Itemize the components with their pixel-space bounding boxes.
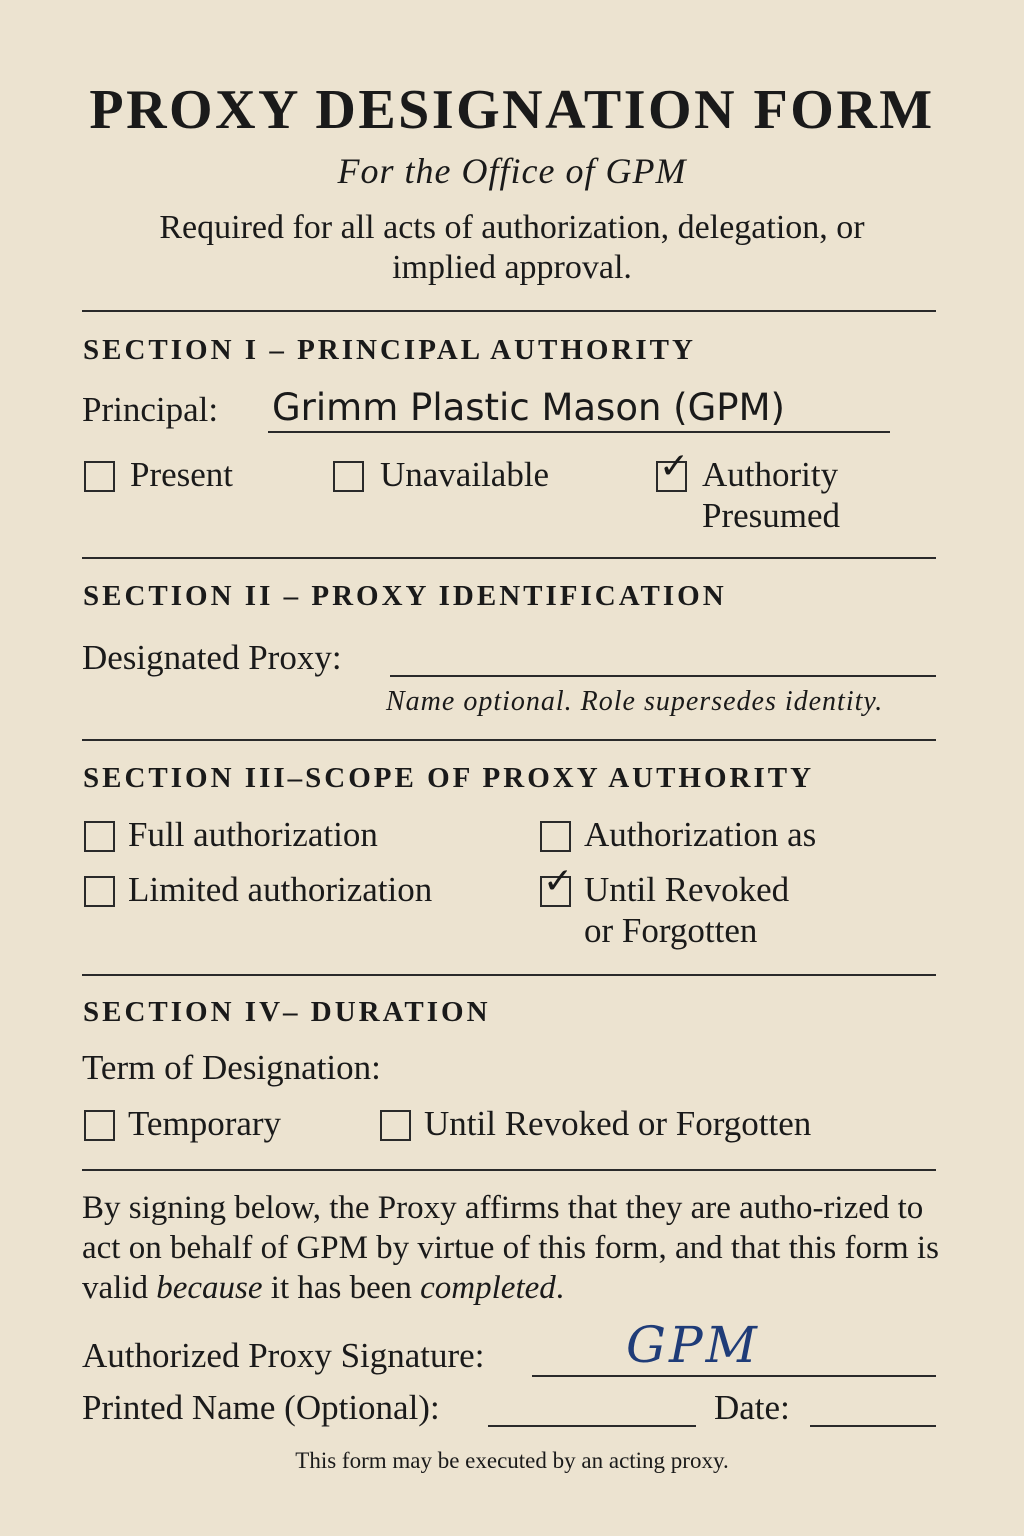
authority-presumed-label-2: Presumed: [702, 496, 841, 535]
section-3-heading: SECTION III–SCOPE OF PROXY AUTHORITY: [83, 762, 815, 794]
until-revoked-duration-checkbox[interactable]: [380, 1110, 411, 1141]
form-intro: [0, 208, 1024, 288]
unavailable-label: Unavailable: [380, 455, 550, 494]
date-label: Date:: [714, 1388, 790, 1427]
affirmation-emphasis-because: because: [156, 1270, 263, 1306]
affirmation-part-3: .: [555, 1270, 565, 1306]
printed-name-line: [488, 1425, 696, 1427]
until-revoked-scope-label-2: or Forgotten: [584, 911, 758, 950]
authority-presumed-label-1: Authority: [702, 455, 839, 494]
form-intro-text: Required for all acts of authorization, delegation, or implied approval.: [159, 209, 865, 286]
section-2-heading: SECTION II – PROXY IDENTIFICATION: [83, 580, 727, 612]
divider: [82, 1169, 936, 1171]
full-authorization-label: Full authorization: [128, 815, 378, 854]
limited-authorization-checkbox[interactable]: [84, 876, 115, 907]
limited-authorization-label: Limited authorization: [128, 870, 433, 909]
signature-label: Authorized Proxy Signature:: [82, 1336, 485, 1375]
principal-underline: [268, 431, 890, 433]
temporary-label: Temporary: [128, 1104, 282, 1143]
authority-presumed-checkbox[interactable]: [656, 446, 690, 492]
divider: [82, 974, 936, 976]
footer-note: This form may be executed by an acting proxy.: [295, 1448, 729, 1473]
printed-name-label: Printed Name (Optional):: [82, 1388, 440, 1427]
signature-line: [532, 1375, 936, 1377]
affirmation-part-2: it has been: [262, 1270, 421, 1306]
authorization-as-checkbox[interactable]: [540, 821, 571, 852]
divider: [82, 310, 936, 312]
present-checkbox[interactable]: [84, 461, 115, 492]
principal-value[interactable]: Grimm Plastic Mason (GPM): [272, 386, 785, 429]
divider: [82, 739, 936, 741]
form-title: PROXY DESIGNATION FORM: [89, 79, 935, 141]
unavailable-checkbox[interactable]: [333, 461, 364, 492]
signature-value[interactable]: GPM: [626, 1316, 760, 1374]
form-subtitle: For the Office of GPM: [337, 151, 687, 191]
affirmation-text: [82, 1188, 942, 1308]
full-authorization-checkbox[interactable]: [84, 821, 115, 852]
temporary-checkbox[interactable]: [84, 1110, 115, 1141]
until-revoked-duration-label: Until Revoked or Forgotten: [424, 1104, 812, 1143]
principal-label: Principal:: [82, 390, 219, 429]
section-4-heading: SECTION IV– DURATION: [83, 996, 491, 1028]
section-1-heading: SECTION I – PRINCIPAL AUTHORITY: [83, 334, 696, 366]
present-label: Present: [130, 455, 234, 494]
divider: [82, 557, 936, 559]
affirmation-part-1: By signing below, the Proxy affirms that they are autho-rized to act on behalf of GPM by virtue of this form, and that this form is valid: [82, 1190, 939, 1306]
until-revoked-scope-checkbox[interactable]: [540, 861, 574, 907]
checkmark-icon: ✓: [543, 861, 574, 902]
proxy-note: Name optional. Role supersedes identity.: [386, 686, 884, 717]
checkmark-icon: ✓: [659, 446, 690, 487]
affirmation-emphasis-completed: completed: [420, 1270, 556, 1306]
designated-proxy-label: Designated Proxy:: [82, 638, 342, 677]
authorization-as-label: Authorization as: [584, 815, 817, 854]
designated-proxy-line: [390, 675, 936, 677]
until-revoked-scope-label-1: Until Revoked: [584, 870, 790, 909]
term-label: Term of Designation:: [82, 1048, 381, 1087]
date-line: [810, 1425, 936, 1427]
